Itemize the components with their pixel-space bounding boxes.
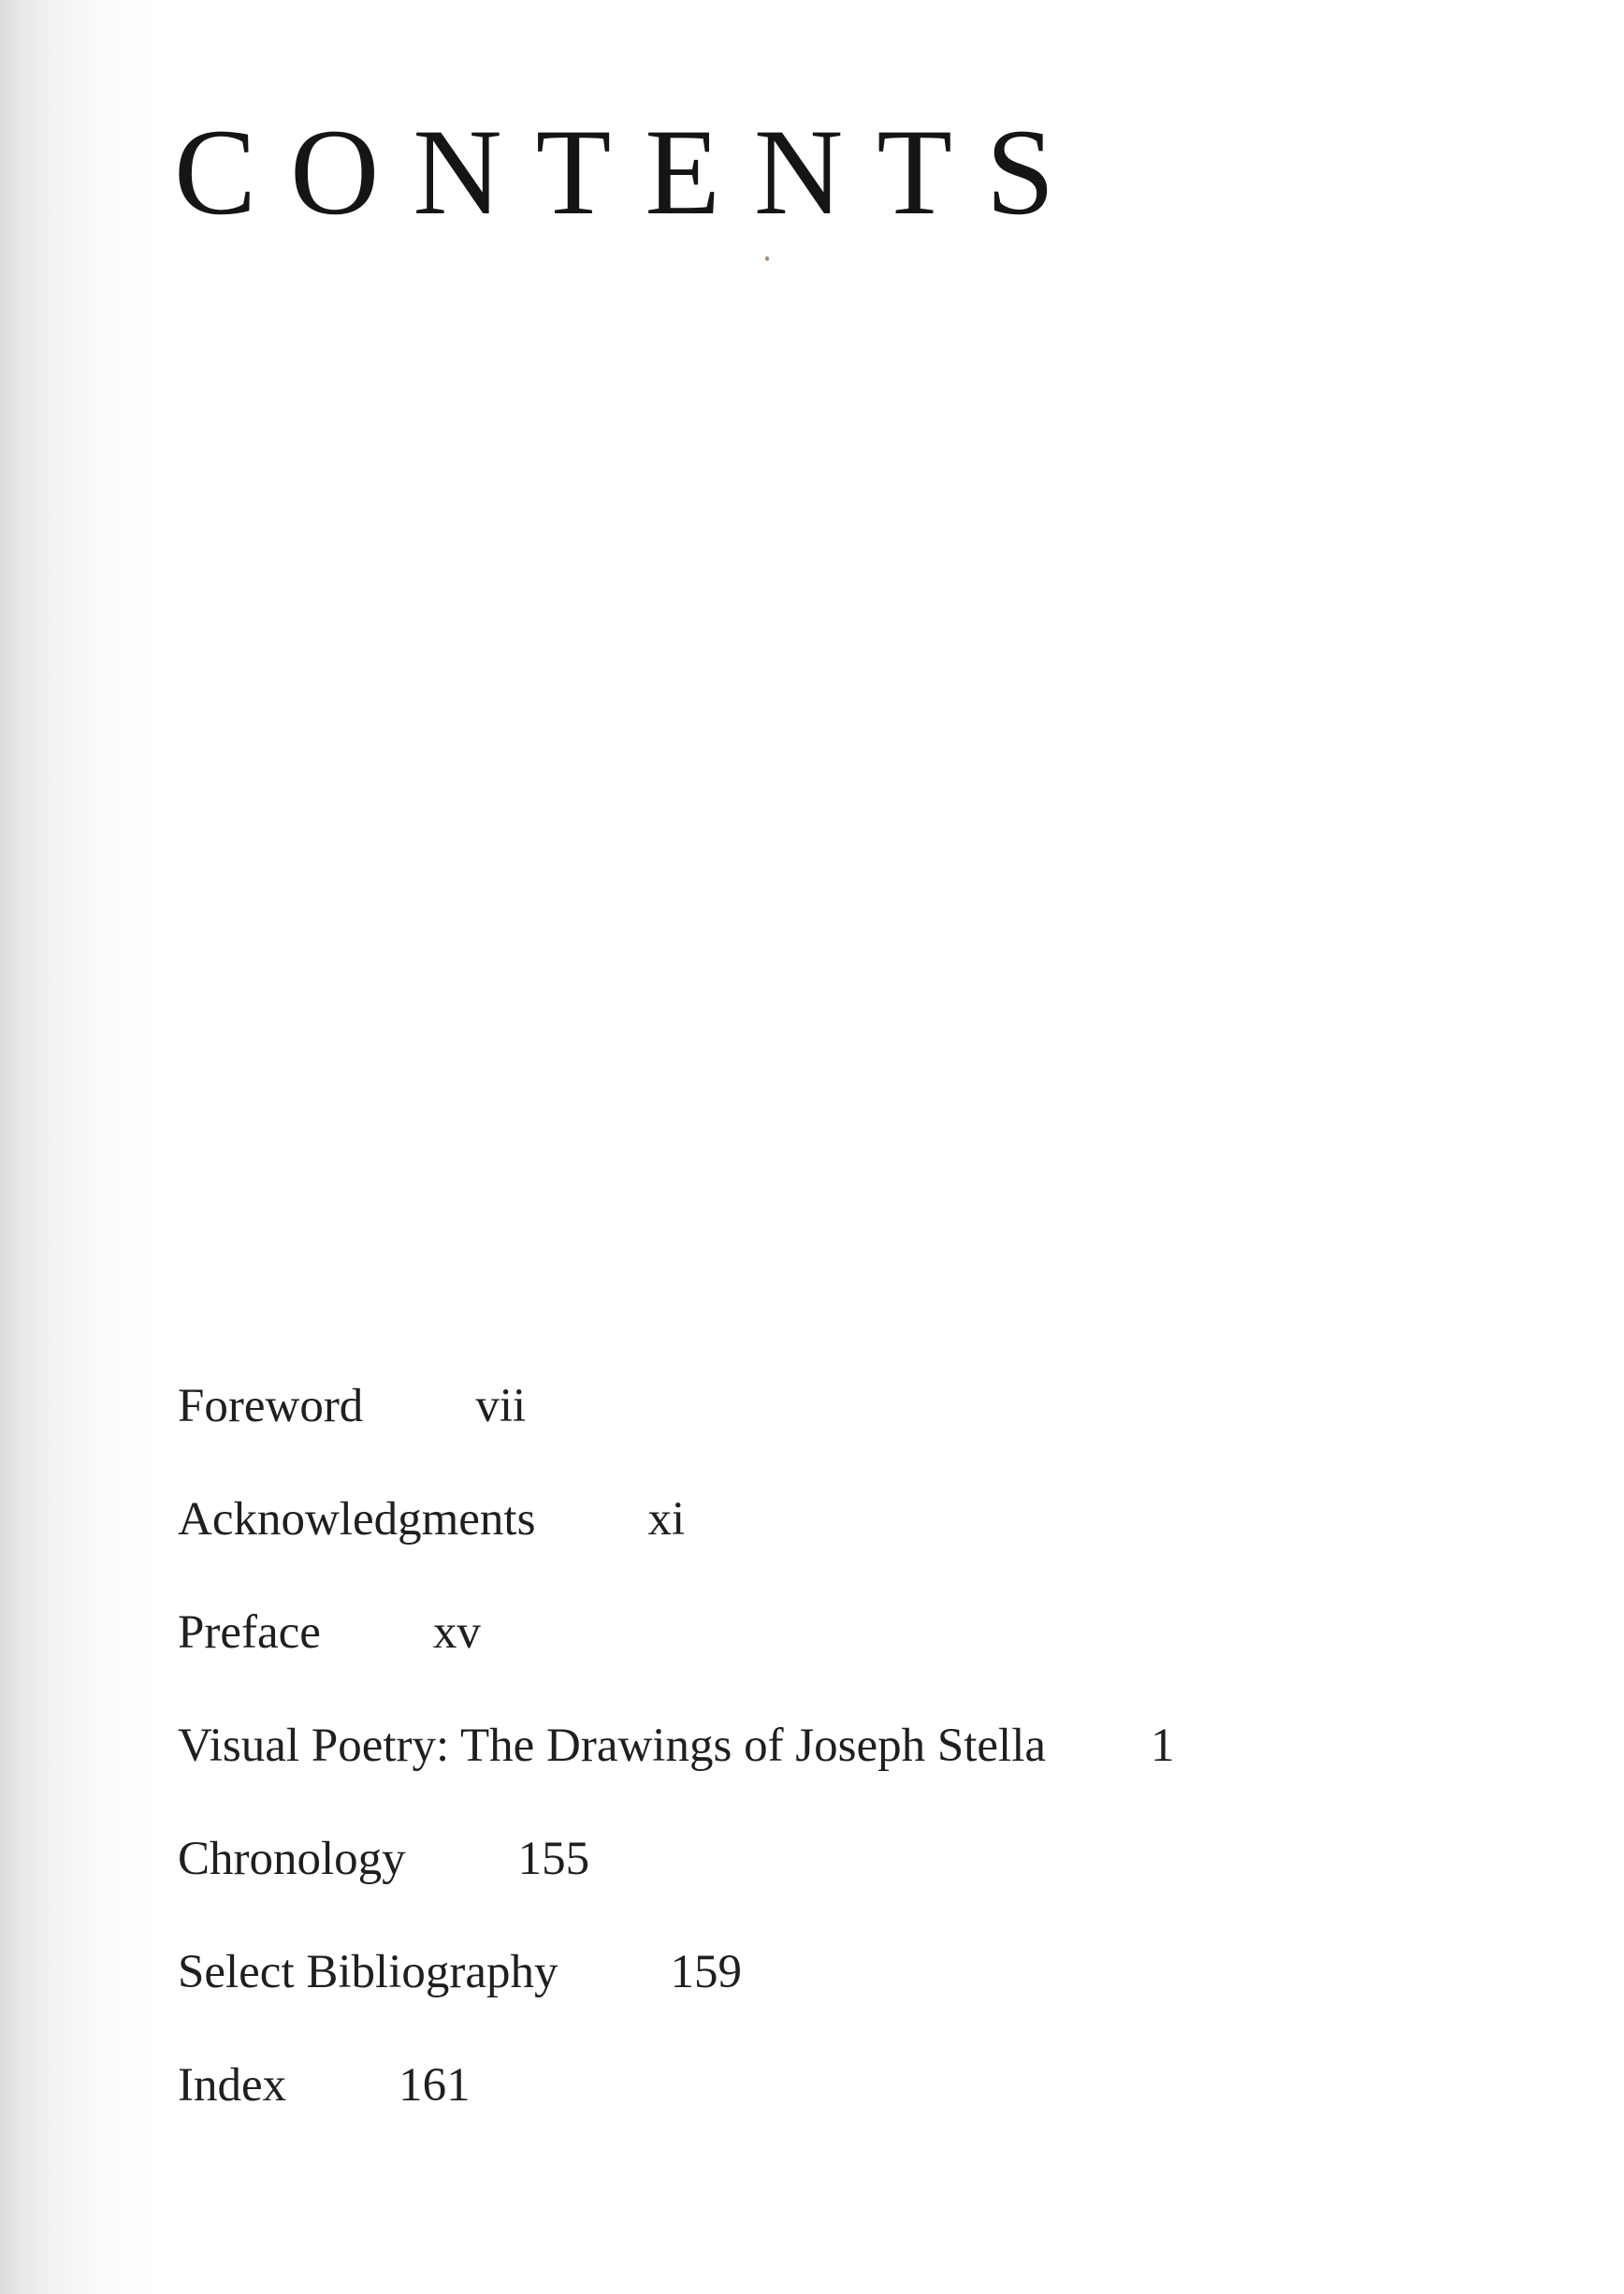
toc-entry-label: Index xyxy=(178,2059,287,2112)
toc-entry-page-number: 155 xyxy=(517,1833,590,1885)
paper-speck xyxy=(765,256,769,261)
toc-entry-preface xyxy=(178,1602,1175,1715)
toc-entry-page-number: 1 xyxy=(1151,1720,1175,1772)
toc-entry-chronology xyxy=(178,1828,1175,1941)
toc-entry-page-number: xi xyxy=(647,1493,686,1546)
toc-entry-label: Preface xyxy=(178,1606,321,1659)
toc-entry-label: Select Bibliography xyxy=(178,1946,558,1998)
toc-entry-index xyxy=(178,2054,1175,2168)
toc-entry-label: Visual Poetry: The Drawings of Joseph Stella xyxy=(178,1720,1047,1772)
toc-entry-page-number: 161 xyxy=(399,2059,471,2112)
toc-entry-foreword xyxy=(178,1375,1175,1488)
toc-entry-page-number: xv xyxy=(432,1606,481,1659)
toc-entry-label: Foreword xyxy=(178,1380,364,1432)
toc-entry-acknowledgments xyxy=(178,1488,1175,1602)
toc-entry-visual-poetry xyxy=(178,1715,1175,1828)
toc-entry-label: Chronology xyxy=(178,1833,406,1885)
table-of-contents xyxy=(178,1375,1175,2168)
toc-entry-label: Acknowledgments xyxy=(178,1493,536,1546)
toc-entry-page-number: 159 xyxy=(670,1946,743,1998)
page-title: CONTENTS xyxy=(174,103,1089,240)
toc-entry-page-number: vii xyxy=(475,1380,527,1432)
toc-entry-select-bibliography xyxy=(178,1941,1175,2054)
